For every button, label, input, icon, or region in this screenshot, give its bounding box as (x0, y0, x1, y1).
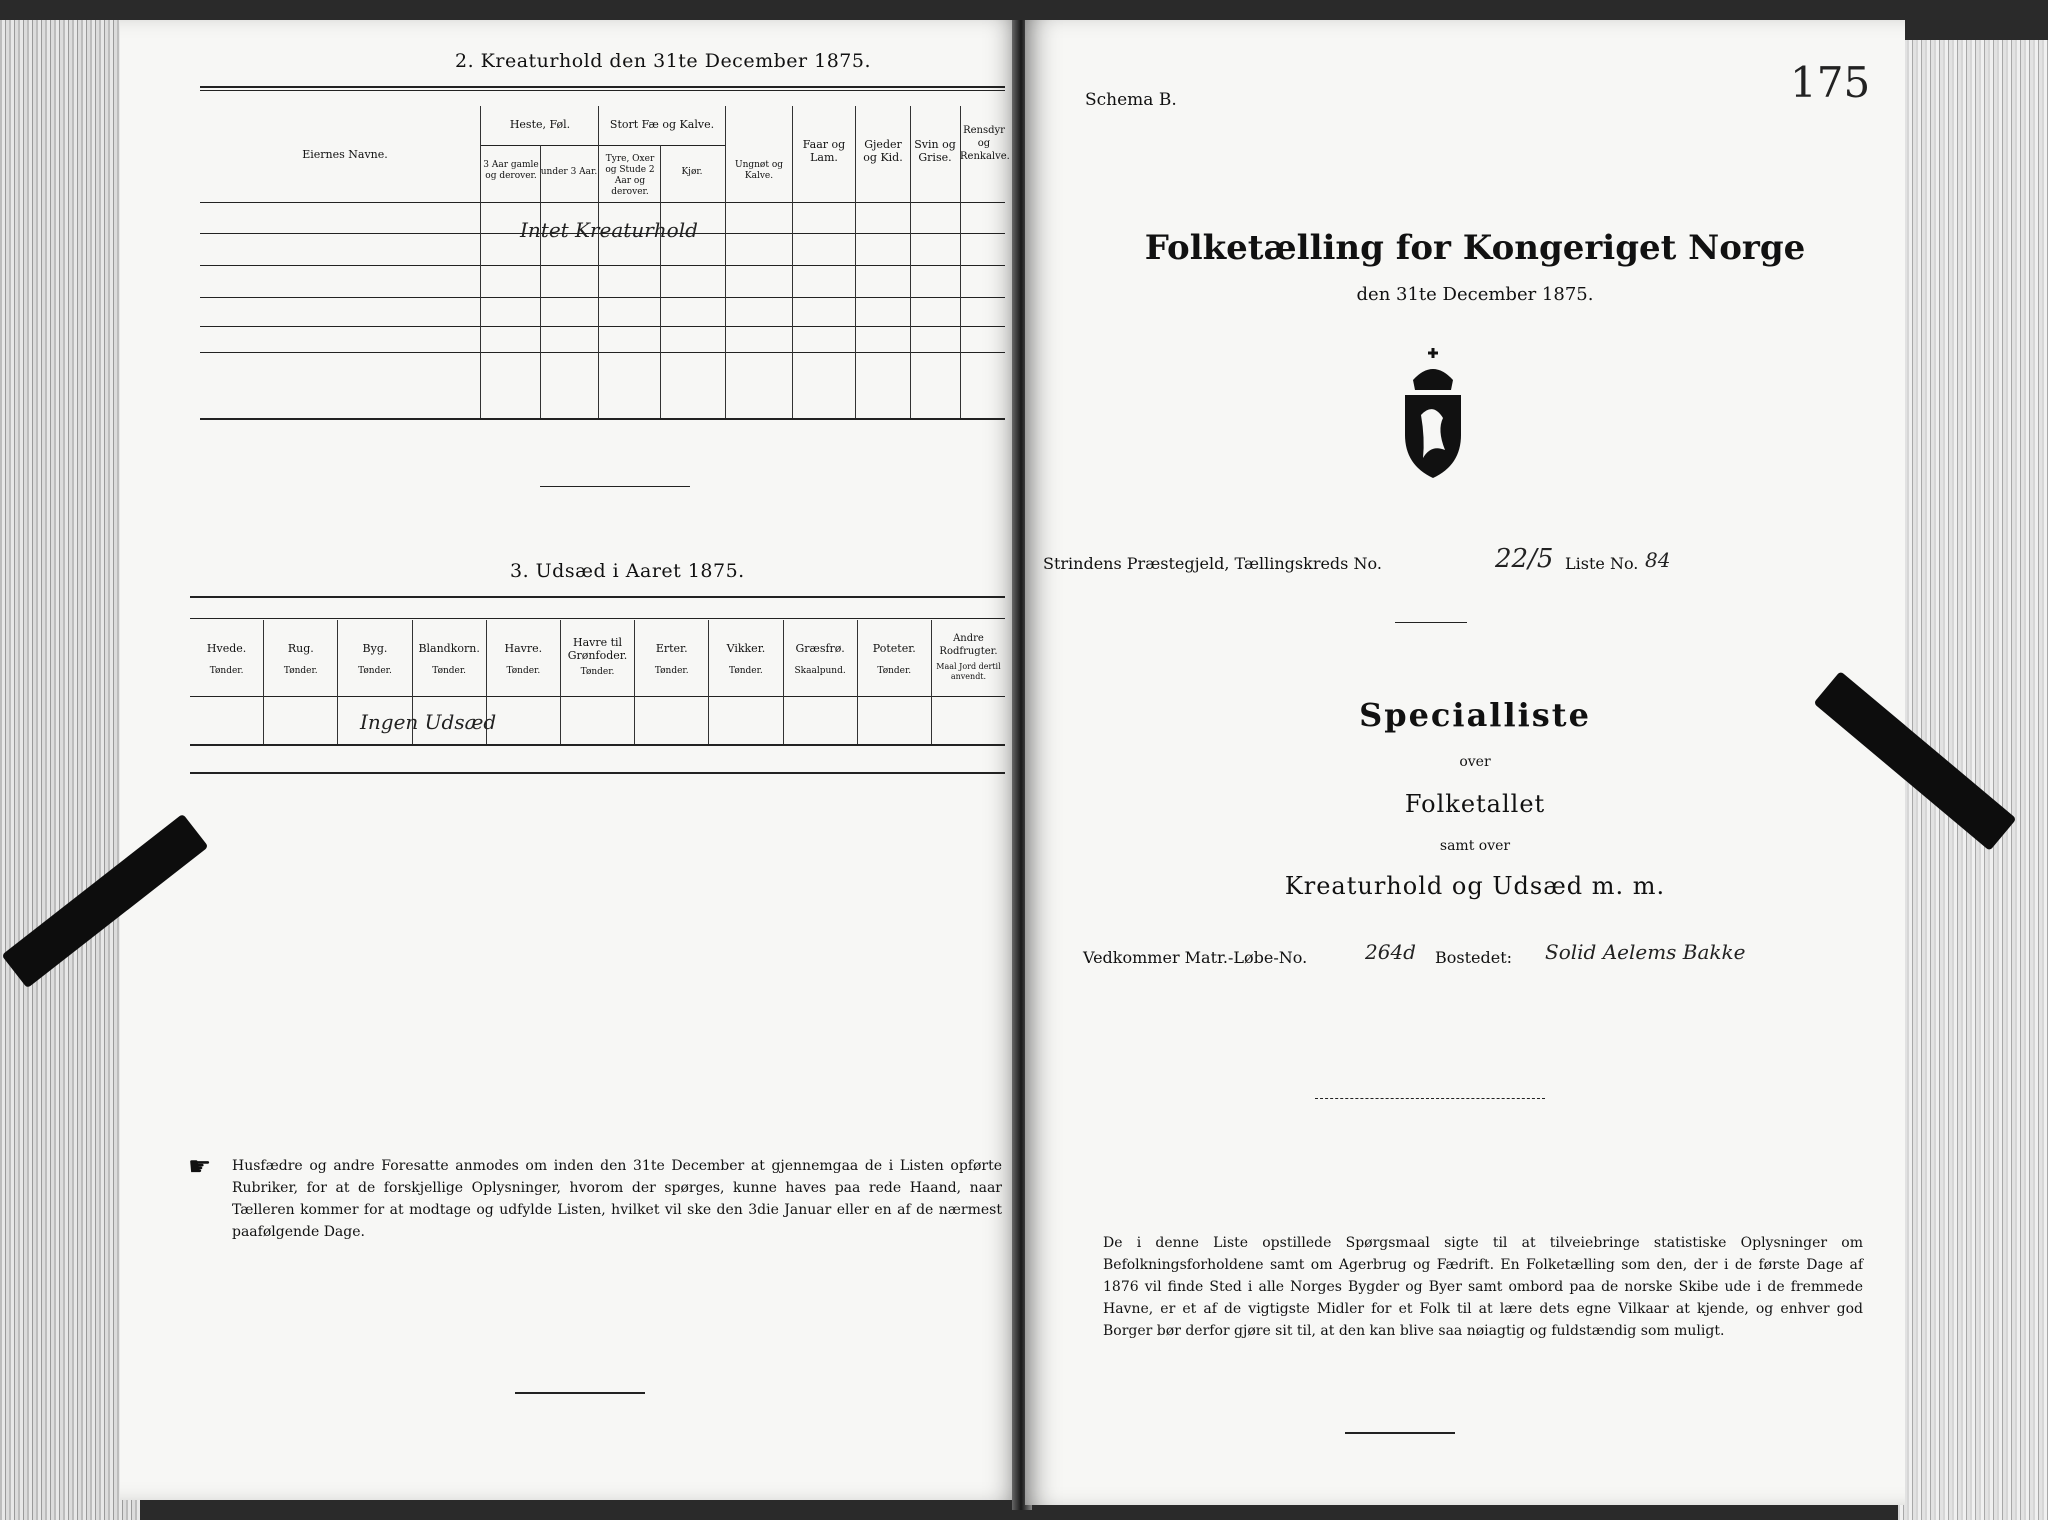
table2-col-line (792, 106, 793, 418)
header-horses: Heste, Føl. (509, 118, 571, 131)
seed-col-unit: Tønder. (432, 666, 467, 676)
section3-title: 3. Udsæd i Aaret 1875. (510, 560, 745, 582)
seed-col-unit: Tønder. (209, 666, 244, 676)
table3-bottom-border (190, 772, 1005, 774)
table2-top-border-inner (200, 90, 1005, 91)
folketallet-title: Folketallet (1404, 790, 1546, 818)
seed-col-unit: Tønder. (877, 666, 912, 676)
seed-col-unit: Tønder. (729, 666, 763, 676)
seed-col-name: Poteter. (872, 642, 916, 655)
seed-col-name: Havre. (504, 642, 543, 655)
table2-row-line (200, 326, 1005, 327)
header-horses-old: 3 Aar gamle og derover. (483, 160, 539, 181)
seed-col-name: Græsfrø. (795, 642, 845, 655)
liste-number: 84 (1645, 548, 1671, 572)
seed-col-unit: Tønder. (358, 666, 392, 676)
table3-top-border (190, 596, 1005, 598)
header-sheep: Faar og Lam. (802, 138, 846, 164)
header-cattle-bulls: Tyre, Oxer og Stude 2 Aar og derover. (605, 154, 655, 197)
section2-title: 2. Kreaturhold den 31te December 1875. (455, 50, 872, 72)
table3-mid-border (190, 744, 1005, 746)
handwritten-no-livestock: Intet Kreaturhold (520, 218, 698, 242)
table3-top-border-inner (190, 618, 1005, 619)
seed-col-name: Andre Rodfrugter. (939, 633, 998, 657)
footer-text: De i denne Liste opstillede Spørgsmaal sigte til at tilveiebringe statistiske Oplysninger om Befolkningsforholdene samt om Agerbrug og Fædrift. En Folketælling som den, der i de første Dage af 1876 vil finde Sted i alle Norges Bygder og Byer samt ombord paa de norske Skibe ude i de fremmede Havne, er et af de vigtigste Midler for et Folk til at lære dets egne Vilkaar at kjende, og enhver god Borger bør derfor gjøre sit til, at den kan blive saa nøiagtig og fuldstændig som muligt. (1103, 1235, 1863, 1339)
left-page (120, 20, 1020, 1500)
table3-columns (190, 620, 1005, 744)
bottom-rule (1345, 1432, 1455, 1434)
over-label: over (1459, 754, 1491, 770)
table2-row-line (200, 297, 1005, 298)
table2-subheader-line (480, 145, 725, 146)
header-owner-name: Eiernes Navne. (302, 148, 388, 161)
right-page (1025, 20, 1905, 1505)
table2-col-line (660, 145, 661, 418)
table2-col-line (540, 145, 541, 418)
seed-col-unit: Tønder. (506, 666, 541, 676)
seed-col (932, 620, 1005, 744)
header-goats: Gjeder og Kid. (863, 138, 903, 164)
table2-col-line (725, 106, 726, 418)
table2-top-border (200, 86, 1005, 88)
seed-col (784, 620, 858, 744)
census-date: den 31te December 1875. (1356, 284, 1594, 305)
seed-col-unit: Tønder. (283, 666, 318, 676)
table2-header-line (200, 202, 1005, 203)
seed-col (635, 620, 709, 744)
seed-col-name: Havre til Grønfoder. (567, 636, 628, 662)
header-pigs: Svin og Grise. (914, 138, 956, 164)
seed-col-unit: Tønder. (580, 667, 615, 677)
main-title: Folketælling for Kongeriget Norge (1144, 228, 1806, 268)
separator (540, 486, 690, 487)
schema-label: Schema B. (1085, 90, 1177, 110)
seed-col-unit: Skaalpund. (794, 666, 846, 676)
bottom-rule (515, 1392, 645, 1394)
header-horses-young: under 3 Aar. (540, 167, 598, 177)
seed-col-name: Vikker. (726, 642, 766, 655)
samt-over-label: samt over (1439, 838, 1511, 854)
header-cattle-cows: Kjør. (681, 167, 703, 177)
matr-number: 264d (1365, 940, 1416, 964)
seed-col-unit: Tønder. (654, 666, 689, 676)
seed-col (709, 620, 783, 744)
pointing-hand-icon: ☛ (188, 1152, 212, 1182)
seed-col (487, 620, 561, 744)
table2-col-line (598, 106, 599, 418)
page-number: 175 (1790, 58, 1871, 107)
seed-col (858, 620, 932, 744)
district-number: 22/5 (1495, 544, 1554, 574)
seed-col-name: Blandkorn. (418, 642, 480, 655)
table2-row-line (200, 352, 1005, 353)
separator (1395, 622, 1467, 623)
liste-label: Liste No. (1565, 554, 1639, 573)
header-cattle: Stort Fæ og Kalve. (609, 118, 715, 131)
seed-col-unit: Maal Jord dertil anvendt. (936, 662, 1001, 681)
table2-col-line (480, 106, 481, 418)
coat-of-arms-icon (1393, 340, 1473, 490)
seed-col (561, 620, 635, 744)
district-label: Strindens Præstegjeld, Tællingskreds No. (1043, 554, 1382, 573)
separator (1315, 1098, 1545, 1099)
seed-col-name: Rug. (287, 642, 314, 655)
bosted-label: Bostedet: (1435, 948, 1513, 967)
kreaturhold-title: Kreaturhold og Udsæd m. m. (1284, 872, 1666, 900)
matr-label: Vedkommer Matr.-Løbe-No. (1083, 948, 1308, 967)
table2-bottom-border (200, 418, 1005, 420)
seed-col-name: Byg. (362, 642, 388, 655)
notice-text: Husfædre og andre Foresatte anmodes om inden den 31te December at gjennemgaa de i Listen opførte Rubriker, for at de forskjellige Oplysninger, hvorom der spørges, kunne haves paa rede Haand, naar Tælleren kommer for at modtage og udfylde Listen, hvilket vil ske den 3die Januar eller en af de nærmest paafølgende Dage. (232, 1158, 1002, 1240)
seed-col (264, 620, 338, 744)
header-reindeer: Rensdyr og Renkalve. (960, 125, 1010, 162)
header-cattle-calves: Ungnøt og Kalve. (734, 160, 783, 181)
seed-col-name: Hvede. (206, 642, 247, 655)
table2-row-line (200, 265, 1005, 266)
seed-col (190, 620, 264, 744)
handwritten-no-seed: Ingen Udsæd (360, 710, 497, 734)
bosted-value: Solid Aelems Bakke (1545, 940, 1746, 964)
book-edge-left (0, 20, 140, 1520)
seed-col-name: Erter. (655, 642, 688, 655)
specialliste-title: Specialliste (1359, 696, 1591, 734)
